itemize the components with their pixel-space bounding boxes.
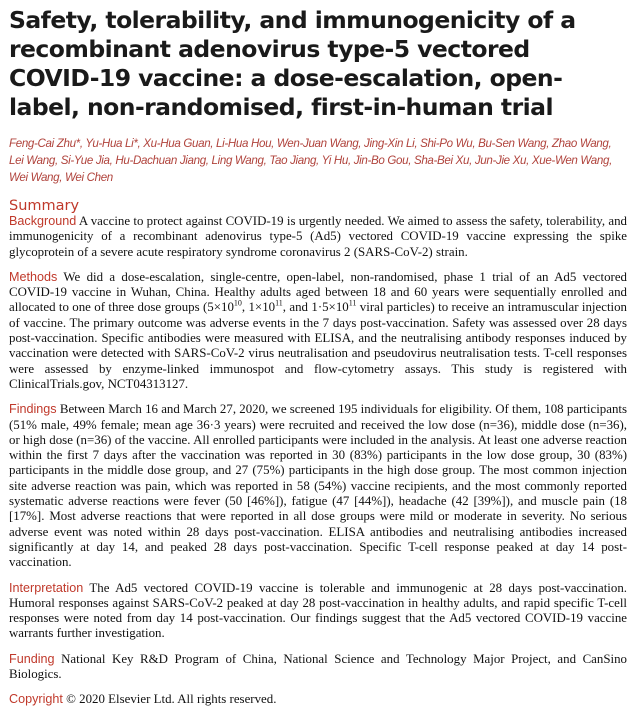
interpretation-text: The Ad5 vectored COVID-19 vaccine is tolerable and immunogenic at 28 days post-vaccination. Humoral responses against SARS-CoV-2 peaked at day 28 post-vaccination in healthy adults, and rapid specific T-cell responses were noted from day 14 post-vaccination. Our findings suggest that the Ad5 vectored COVID-19 vaccine warrants further investigation. — [9, 580, 627, 641]
methods-exponent-3: 11 — [348, 299, 357, 309]
methods-exponent-1: 10 — [233, 299, 242, 309]
methods-text-part-c: , and 1·5×10 — [282, 300, 349, 315]
background-label: Background — [9, 214, 77, 228]
methods-text-part-d: viral particles) to receive an intramuscular injection of vaccine. The primary outcome was adverse events in the 7 days post-vaccination. Safety was assessed over 28 days post-vaccination. Specific antibodies were measured with ELISA, and the neutralising antibody responses induced by vaccination were detected with SARS-CoV-2 virus neutralisation and pseudovirus neutralisation tests. T-cell responses were assessed by enzyme-linked immunospot and flow-cytometry assays. This study is registered with ClinicalTrials.gov, NCT04313127. — [9, 300, 627, 391]
copyright-label: Copyright — [9, 692, 63, 707]
methods-exponent-2: 11 — [275, 299, 283, 309]
methods-section — [9, 270, 627, 392]
background-section — [9, 214, 627, 260]
author-list: Feng-Cai Zhu*, Yu-Hua Li*, Xu-Hua Guan, Li-Hua Hou, Wen-Juan Wang, Jing-Xin Li, Shi-Po Wu, Bu-Sen Wang, Zhao Wang, Lei Wang, Si-Yue Jia, Hu-Dachuan Jiang, Ling Wang, Tao Jiang, Yi Hu, Jin-Bo Gou, Sha-Bei Xu, Jun-Jie Xu, Xue-Wen Wang, Wei Wang, Wei Chen — [9, 137, 612, 184]
funding-section — [9, 652, 627, 683]
methods-label: Methods — [9, 269, 58, 284]
article-abstract — [9, 6, 627, 708]
findings-section — [9, 402, 627, 570]
findings-label: Findings — [9, 402, 57, 417]
background-text: A vaccine to protect against COVID-19 is urgently needed. We aimed to assess the safety, tolerability, and immunogenicity of a recombinant adenovirus type-5 (Ad5) vectored COVID-19 vaccine expressing the spike glycoprotein of a severe acute respiratory syndrome coronavirus 2 (SARS-CoV-2) strain. — [9, 214, 627, 259]
findings-text: Between March 16 and March 27, 2020, we screened 195 individuals for eligibility. Of them, 108 participants (51% male, 49% female; mean age 36·3 years) were recruited and received the low dose (n=36), middle dose (n=36), or high dose (n=36) of the vaccine. All enrolled participants were included in the analysis. At least one adverse reaction within the first 7 days after the vaccination was reported in 30 (83%) participants in the low dose group, 30 (83%) participants in the middle dose group, and 27 (75%) participants in the high dose group. The most common injection site adverse reaction was pain, which was reported in 58 (54%) vaccine recipients, and the most commonly reported systematic adverse reactions were fever (50 [46%]), fatigue (47 [44%]), headache (42 [39%]), and muscle pain (18 [17%]. Most adverse reactions that were reported in all dose groups were mild or moderate in severity. No serious adverse event was noted within 28 days post-vaccination. ELISA antibodies and neutralising antibodies increased significantly at day 14, and peaked 28 days post-vaccination. Specific T-cell response peaked at day 14 post-vaccination. — [9, 402, 627, 570]
methods-text-part-b: , 1×10 — [241, 300, 276, 315]
interpretation-label: Interpretation — [9, 580, 84, 595]
interpretation-section — [9, 581, 627, 642]
copyright-text: © 2020 Elsevier Ltd. All rights reserved. — [66, 692, 277, 707]
article-title: Safety, tolerability, and immunogenicity of a recombinant adenovirus type-5 vectored COVID-19 vaccine: a dose-escalation, open-label, non-randomised, first-in-human trial — [9, 6, 576, 121]
summary-heading: Summary — [9, 198, 80, 214]
methods-text-part-a: We did a dose-escalation, single-centre, open-label, non-randomised, phase 1 trial of an Ad5 vectored COVID-19 vaccine in Wuhan, China. Healthy adults aged between 18 and 60 years were sequentially enrolled and allocated to one of three dose groups (5×10 — [9, 269, 627, 315]
copyright-section — [9, 692, 627, 707]
funding-label: Funding — [9, 651, 55, 666]
funding-text: National Key R&D Program of China, National Science and Technology Major Project, and CanSino Biologics. — [9, 651, 627, 682]
